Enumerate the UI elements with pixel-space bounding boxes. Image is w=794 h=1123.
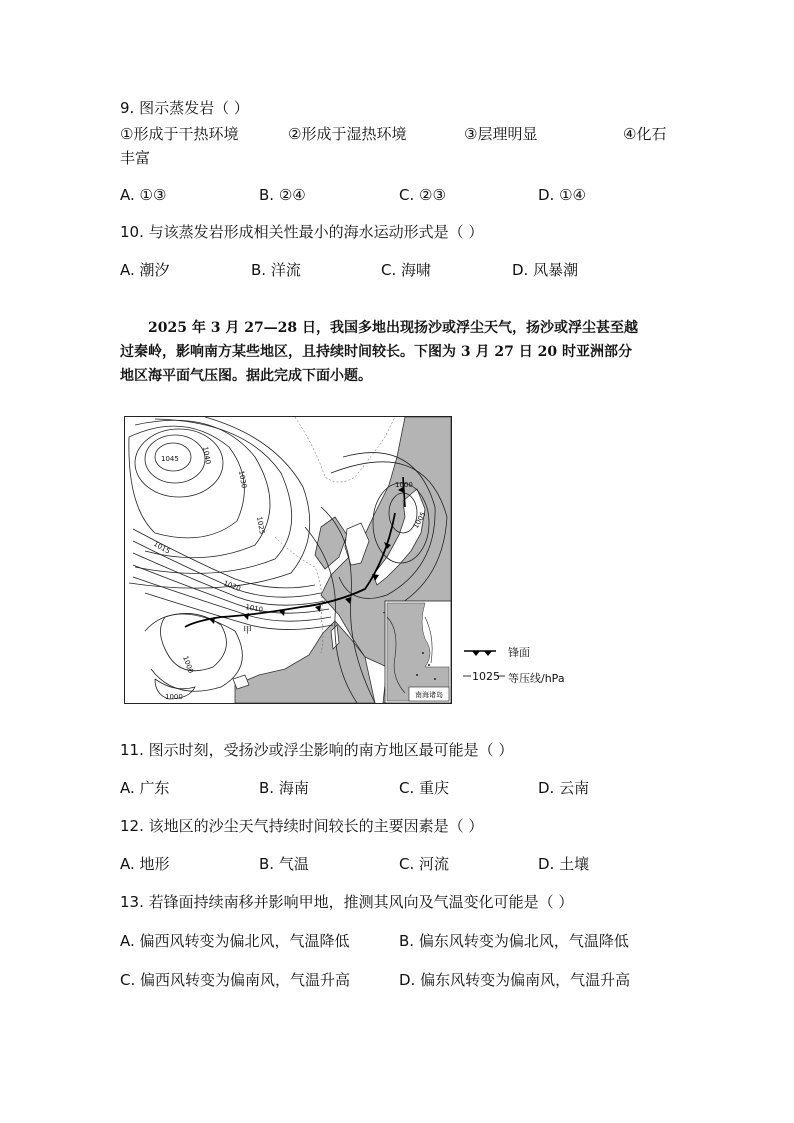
q12-option-c: C. 河流 xyxy=(399,855,450,873)
q11-option-a: A. 广东 xyxy=(120,779,170,797)
q11-option-c: C. 重庆 xyxy=(399,779,450,797)
isobar-legend-dash-left xyxy=(462,670,472,682)
q10-option-d: D. 风暴潮 xyxy=(512,261,579,279)
isobar-legend-dash-right xyxy=(496,670,506,682)
q9-option-c: C. ②③ xyxy=(399,186,446,204)
q12-option-d: D. 土壤 xyxy=(538,855,590,873)
isobar-label-1040: 1040 xyxy=(201,445,213,465)
q9-statement-3: ③层理明显 xyxy=(464,125,538,143)
q12-stem: 12. 该地区的沙尘天气持续时间较长的主要因素是（ ） xyxy=(120,817,484,835)
location-jia-label: 甲 xyxy=(243,626,253,636)
isobar-label-1000-bottom: 1000 xyxy=(165,693,183,701)
legend-front-label: 锋面 xyxy=(508,646,530,659)
q13-option-b: B. 偏东风转变为偏北风，气温降低 xyxy=(399,932,629,950)
passage-line-1: 2025 年 3 月 27—28 日，我国多地出现扬沙或浮尘天气，扬沙或浮尘甚至越 xyxy=(148,320,639,336)
inset-label: 南海诸岛 xyxy=(415,691,443,699)
isobar-label-1030: 1030 xyxy=(237,469,249,489)
passage-line-3: 地区海平面气压图。据此完成下面小题。 xyxy=(120,368,372,384)
isobar-label-1005: 1005 xyxy=(411,510,428,530)
q10-option-c: C. 海啸 xyxy=(381,261,432,279)
q9-stem: 9. 图示蒸发岩（ ） xyxy=(120,99,249,117)
isobar-label-1045: 1045 xyxy=(161,455,179,463)
front-legend-symbol xyxy=(462,644,498,658)
q12-option-a: A. 地形 xyxy=(120,855,170,873)
q13-option-a: A. 偏西风转变为偏北风，气温降低 xyxy=(120,932,350,950)
q10-option-a: A. 潮汐 xyxy=(120,261,170,279)
legend-isobar-label: 等压线/hPa xyxy=(508,672,565,685)
q9-option-a: A. ①③ xyxy=(120,186,167,204)
isobar-label-1015: 1015 xyxy=(152,539,172,556)
isobar-label-1000-east: 1000 xyxy=(395,481,413,489)
q10-option-b: B. 洋流 xyxy=(251,261,301,279)
isobar-label-1020: 1020 xyxy=(222,579,242,593)
sea-level-pressure-map xyxy=(124,416,452,704)
isobar-label-1000-sw: 1000 xyxy=(181,654,195,675)
q13-option-c: C. 偏西风转变为偏南风，气温升高 xyxy=(120,971,351,989)
q13-option-d: D. 偏东风转变为偏南风，气温升高 xyxy=(399,971,631,989)
legend-isobar-value: 1025 xyxy=(472,670,500,683)
q9-statement-4: ④化石 xyxy=(623,125,667,143)
q11-option-d: D. 云南 xyxy=(538,779,590,797)
q9-statement-2: ②形成于湿热环境 xyxy=(288,125,407,143)
q11-stem: 11. 图示时刻，受扬沙或浮尘影响的南方地区最可能是（ ） xyxy=(120,741,514,759)
pressure-map-svg xyxy=(125,417,451,703)
q9-statement-1: ①形成于干热环境 xyxy=(120,125,239,143)
q12-option-b: B. 气温 xyxy=(259,855,309,873)
q9-statement-4-cont: 丰富 xyxy=(120,149,151,167)
q13-stem: 13. 若锋面持续南移并影响甲地，推测其风向及气温变化可能是（ ） xyxy=(120,893,574,911)
yellow-sea xyxy=(315,517,347,569)
isobar-label-1025: 1025 xyxy=(255,515,267,535)
q9-option-d: D. ①④ xyxy=(538,186,586,204)
q11-option-b: B. 海南 xyxy=(259,779,309,797)
passage-line-2: 过秦岭，影响南方某些地区，且持续时间较长。下图为 3 月 27 日 20 时亚洲部分 xyxy=(120,344,632,360)
isobar-label-1010: 1010 xyxy=(244,603,264,615)
q9-option-b: B. ②④ xyxy=(259,186,306,204)
q10-stem: 10. 与该蒸发岩形成相关性最小的海水运动形式是（ ） xyxy=(120,223,484,241)
